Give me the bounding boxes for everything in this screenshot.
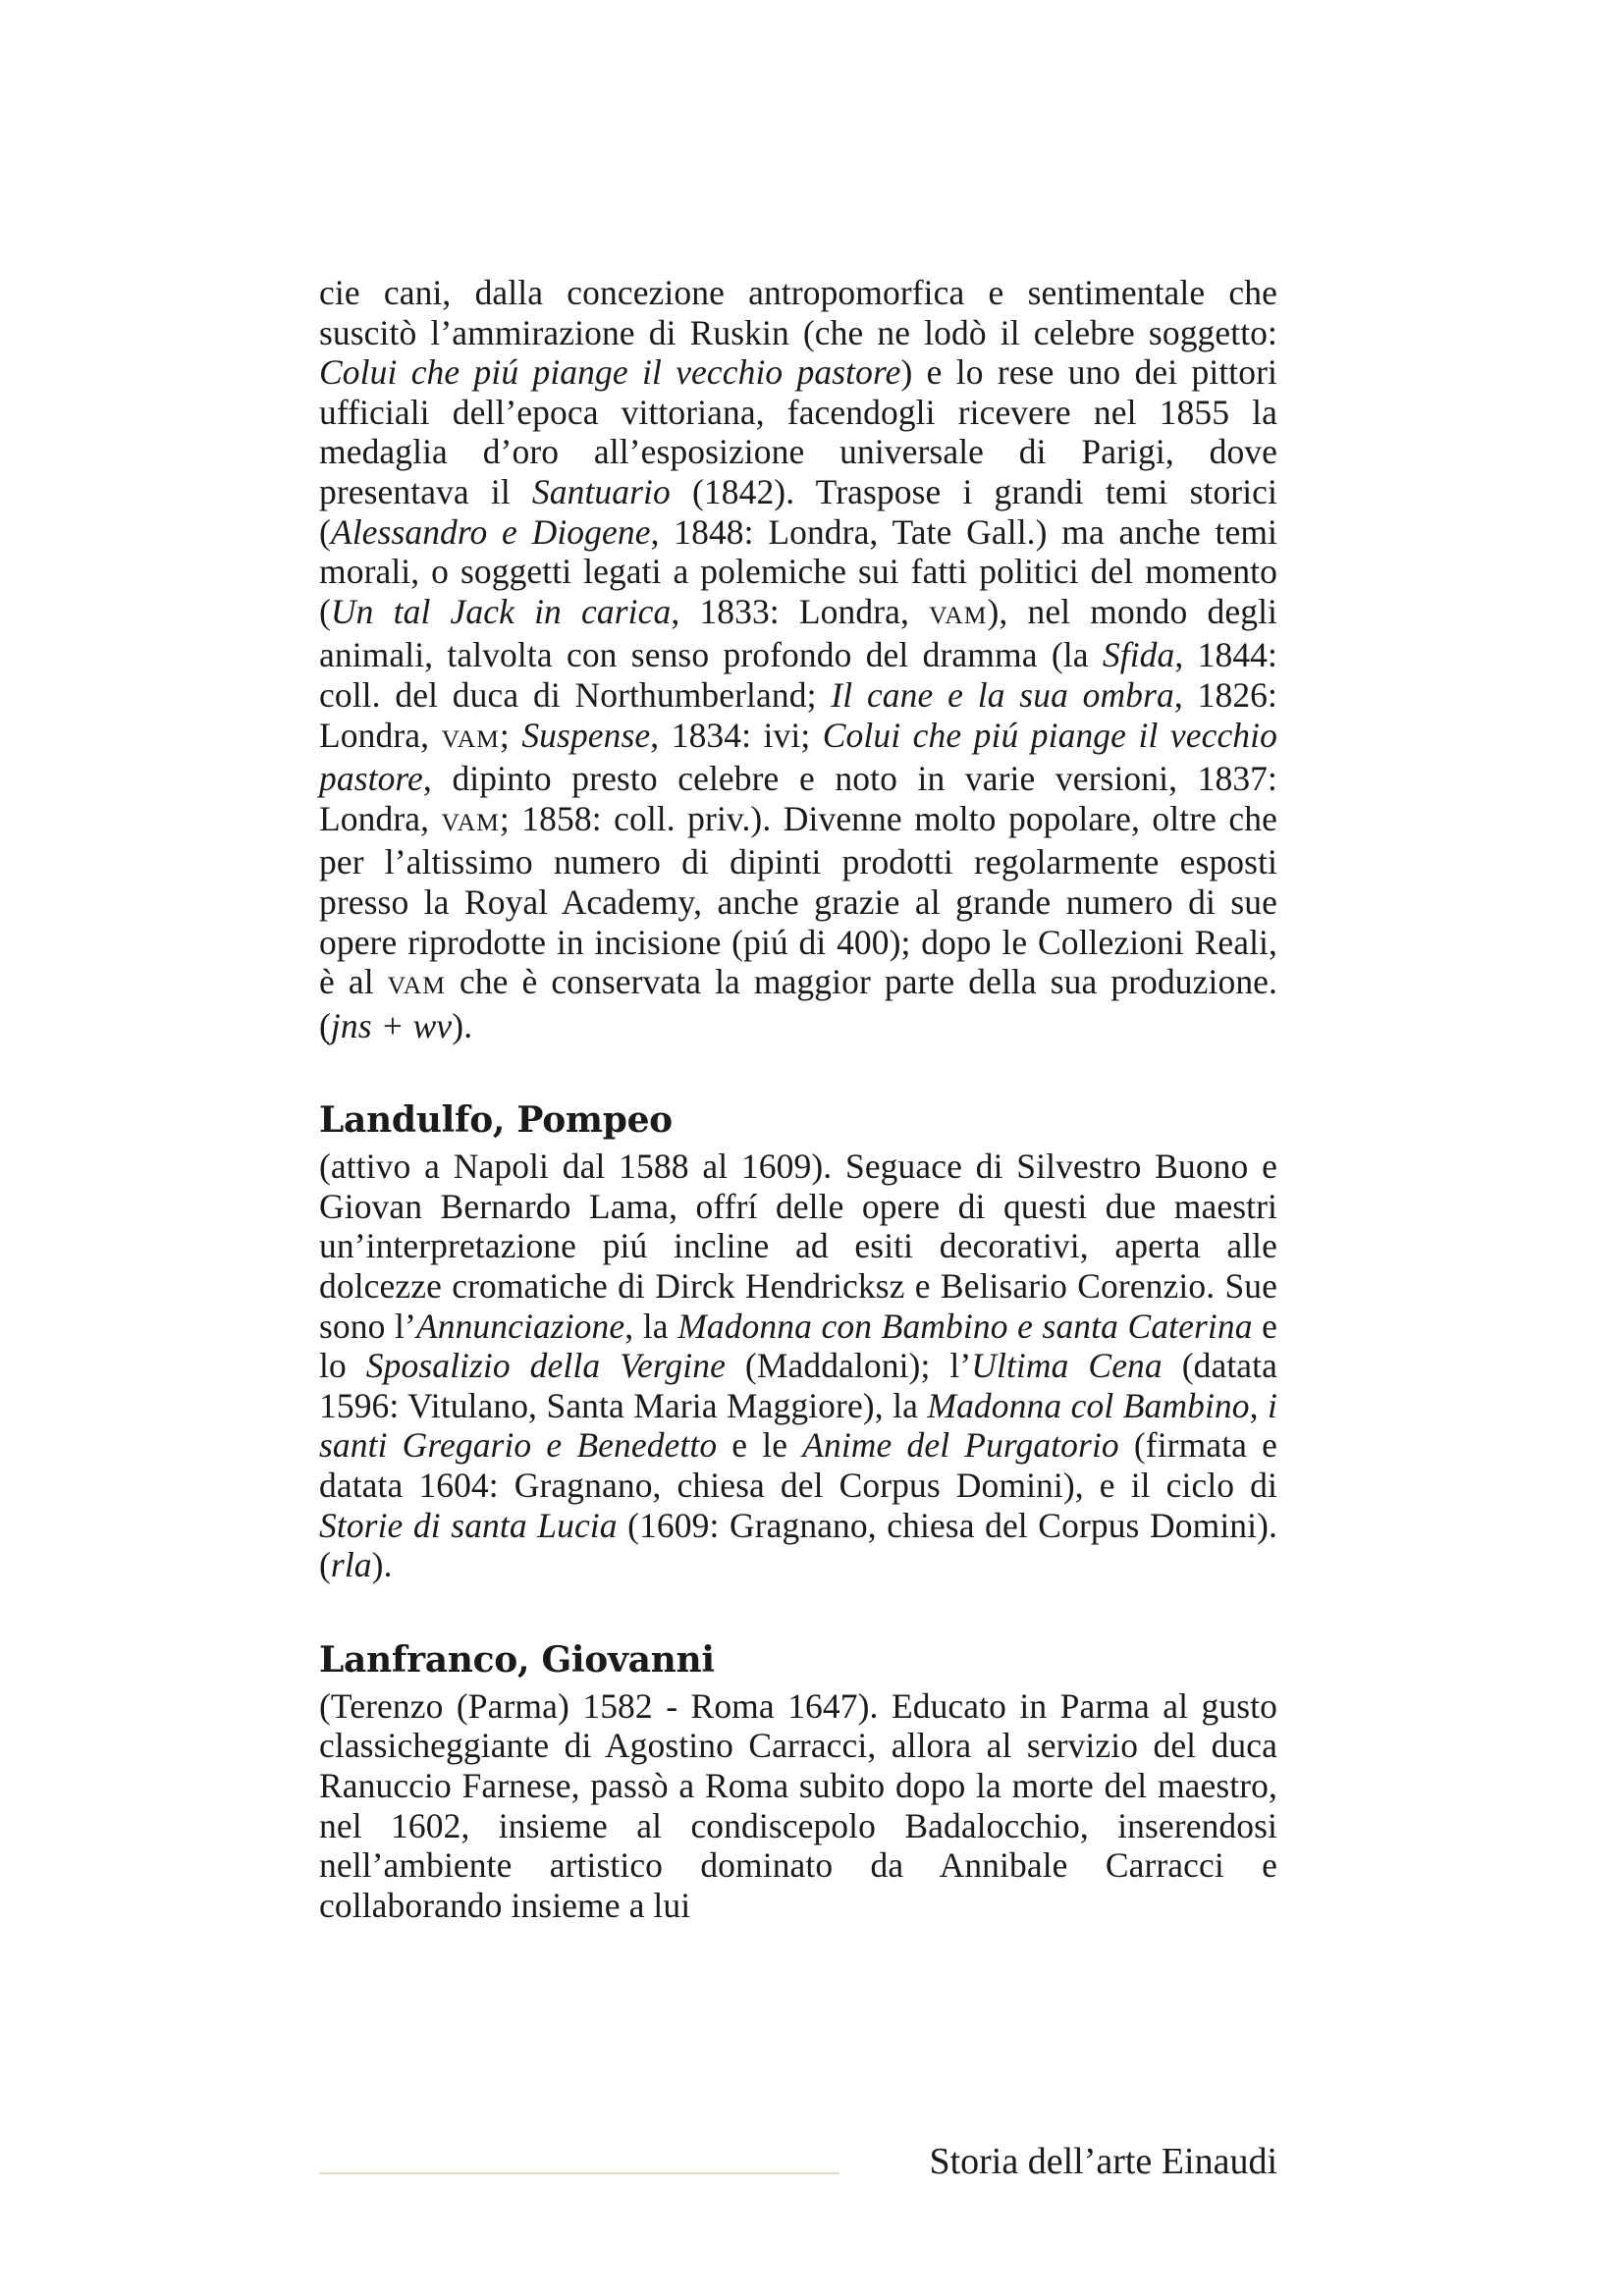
text-span: , 1844: coll. del duca di Northumberland; <box>319 635 1277 715</box>
text-span: e lo <box>319 1306 1278 1386</box>
text-span: , 1826: Londra, <box>319 674 1277 755</box>
text-span: , 1848: Londra, Tate Gall.) ma anche temi morali, o soggetti legati a polemiche sui fatti politici del momento ( <box>319 511 1278 631</box>
text-span: , dipinto presto celebre e noto in varie versioni, 1837: Londra, <box>319 759 1277 838</box>
text-span: (Maddaloni); l’ <box>725 1346 972 1386</box>
small-caps-span: VAM <box>441 807 500 836</box>
text-span: ). <box>452 1005 473 1045</box>
small-caps-span: VAM <box>441 723 500 753</box>
footer-title: Storia dell’arte Einaudi <box>929 2141 1277 2182</box>
italic-span: Il cane e la sua ombra <box>831 674 1174 715</box>
text-span: , 1833: Londra, <box>671 591 930 631</box>
entry-heading: Lanfranco, Giovanni <box>319 1638 715 1681</box>
italic-span: Sposalizio della Vergine <box>365 1346 726 1386</box>
italic-span: Storie di santa Lucia <box>319 1505 618 1545</box>
footer-rule <box>319 2172 839 2174</box>
text-span: (datata 1596: Vitulano, Santa Maria Maggiore), la <box>319 1346 1277 1425</box>
continuation-paragraph <box>319 273 1277 1045</box>
text-span: cie cani, dalla concezione antropomorfica e sentimentale che suscitò l’ammirazione di Ruskin (che ne lodò il celebre soggetto: <box>319 273 1277 352</box>
text-span: , la <box>624 1306 678 1346</box>
italic-span: Ultima Cena <box>971 1346 1163 1386</box>
entry-heading: Landulfo, Pompeo <box>319 1099 673 1142</box>
entry-landulfo <box>319 1100 1277 1585</box>
text-span: (Terenzo (Parma) 1582 - Roma 1647). Educato in Parma al gusto classicheggiante di Agostino Carracci, allora al servizio del duca Ranuccio Farnese, passò a Roma subito dopo la morte del maestro, nel 1602, insieme al condiscepolo Badalocchio, inserendosi nell’ambiente artistico dominato da Annibale Carracci e collaborando insieme a lui <box>319 1685 1277 1925</box>
text-span: (attivo a Napoli dal 1588 al 1609). Seguace di Silvestro Buono e Giovan Bernardo Lama, offrí delle opere di questi due maestri un’interpretazione piú incline ad esiti decorativi, aperta alle dolcezze cromatiche di Dirck Hendricksz e Belisario Corenzio. Sue sono l’ <box>319 1147 1277 1346</box>
small-caps-span: VAM <box>387 971 446 1000</box>
italic-span: Colui che piú piange il vecchio pastore <box>319 715 1277 799</box>
italic-span: Santuario <box>531 471 671 511</box>
italic-span: Sfida <box>1102 635 1175 675</box>
text-span: ), nel mondo degli animali, talvolta con senso profondo del dramma (la <box>319 591 1277 675</box>
italic-span: Madonna col Bambino <box>927 1385 1250 1425</box>
text-span: ). <box>371 1545 393 1585</box>
text-span: ; 1858: coll. priv.). Divenne molto popolare, oltre che per l’altissimo numero di dipinti prodotti regolarmente esposti presso la Royal Academy, anche grazie al grande numero di sue opere riprodotte in incisione (piú di 400); dopo le Collezioni Reali, è al <box>319 798 1277 1002</box>
italic-span: Annunciazione <box>415 1306 625 1346</box>
text-column <box>319 273 1277 1925</box>
text-span: (firmata e datata 1604: Gragnano, chiesa del Corpus Domini), e il ciclo di <box>319 1425 1277 1506</box>
italic-span: jns + wv <box>330 1005 453 1045</box>
text-span: , <box>1249 1385 1269 1425</box>
text-span: ; <box>499 715 522 755</box>
text-span: ) e lo rese uno dei pittori ufficiali dell’epoca vittoriana, facendogli ricevere nel 1855 la medaglia d’oro all’esposizione universale di Parigi, dove presentava il <box>319 352 1277 511</box>
entry-lanfranco <box>319 1640 1277 1926</box>
italic-span: Suspense <box>521 715 651 755</box>
italic-span: Anime del Purgatorio <box>802 1425 1119 1466</box>
text-span: , 1834: ivi; <box>650 715 823 755</box>
italic-span: Colui che piú piange il vecchio pastore <box>319 352 901 393</box>
italic-span: Madonna con Bambino e santa Caterina <box>677 1306 1253 1346</box>
text-span: che è conservata la maggior parte della sua produzione. ( <box>319 962 1277 1045</box>
small-caps-span: VAM <box>929 600 988 629</box>
text-span: (1609: Gragnano, chiesa del Corpus Domini). ( <box>319 1505 1277 1585</box>
italic-span: Un tal Jack in carica <box>330 591 672 631</box>
entry-body <box>319 1686 1277 1926</box>
page-footer <box>319 2140 1277 2187</box>
text-span: e le <box>717 1425 803 1466</box>
italic-span: Alessandro e Diogene <box>330 511 651 552</box>
italic-span: rla <box>330 1545 372 1585</box>
entry-body <box>319 1147 1277 1585</box>
italic-span: i santi Gregario e Benedetto <box>319 1385 1278 1466</box>
text-span: (1842). Traspose i grandi temi storici ( <box>319 471 1277 552</box>
